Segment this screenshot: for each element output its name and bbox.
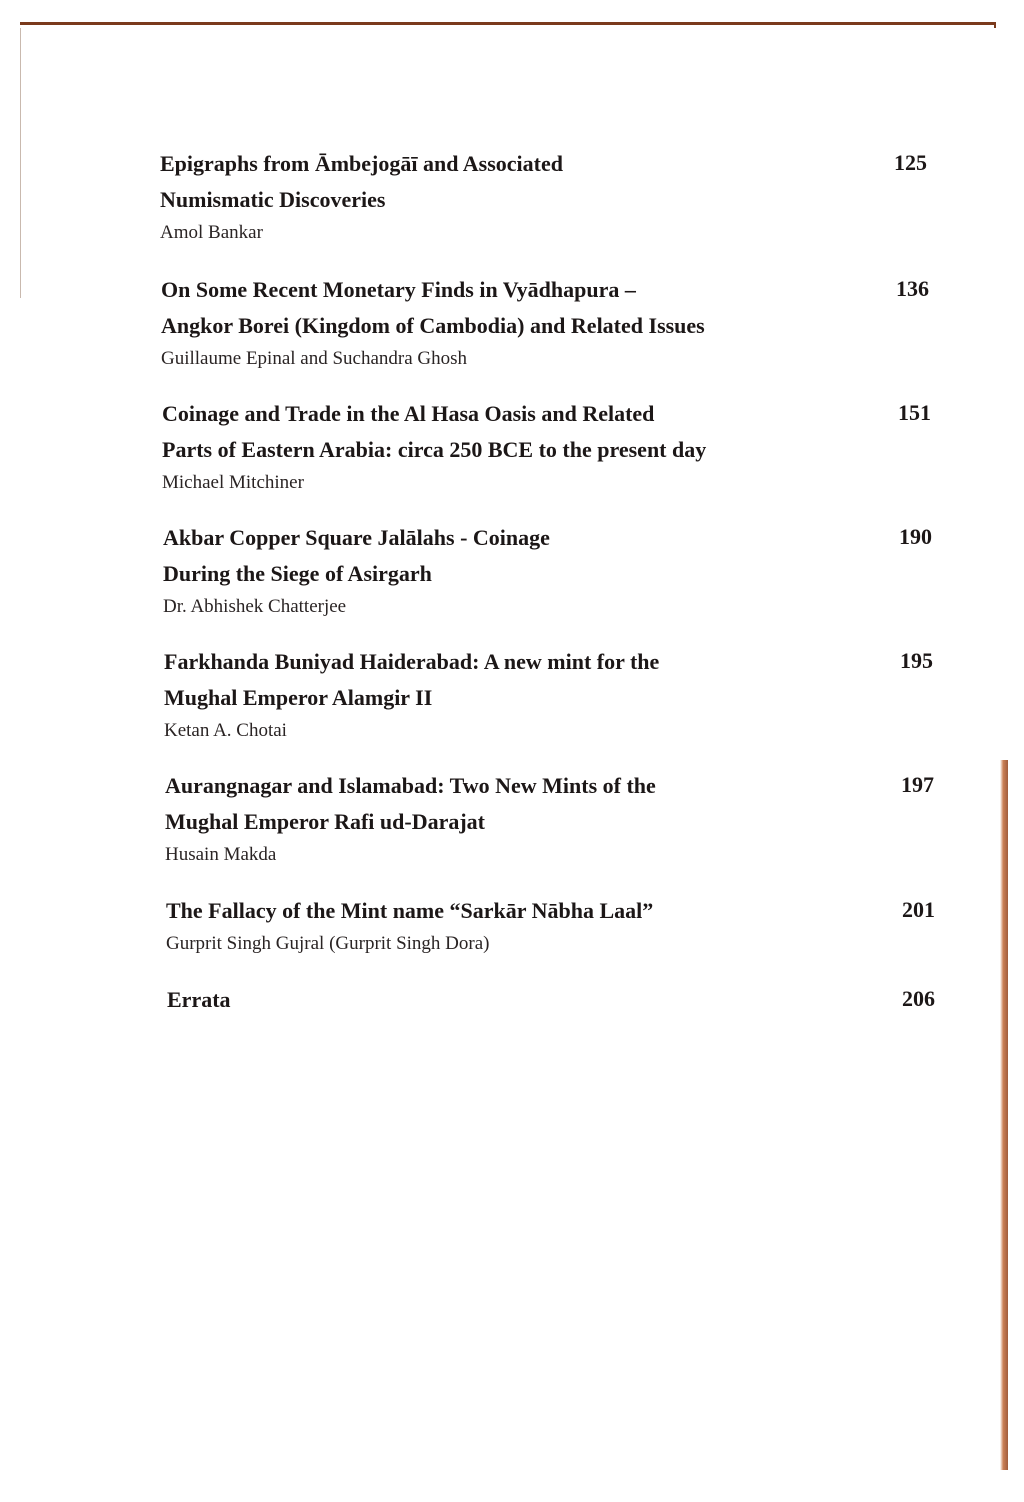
entry-title-line: Coinage and Trade in the Al Hasa Oasis and Related (162, 401, 655, 426)
entry-page-number: 201 (902, 897, 935, 922)
entry-title-line: On Some Recent Monetary Finds in Vyādhapura – (161, 277, 636, 302)
toc-entry[interactable] (165, 768, 955, 870)
entry-author: Michael Mitchiner (162, 472, 304, 493)
entry-title-line: Aurangnagar and Islamabad: Two New Mints of the (165, 773, 656, 798)
entry-page-number: 190 (899, 524, 932, 549)
entry-title-line: Akbar Copper Square Jalālahs - Coinage (163, 525, 550, 550)
entry-author: Ketan A. Chotai (164, 720, 287, 741)
entry-title-line: Epigraphs from Āmbejogāī and Associated (160, 151, 563, 176)
entry-author: Dr. Abhishek Chatterjee (163, 596, 347, 617)
toc-entry[interactable] (164, 644, 954, 746)
entry-title-line: Mughal Emperor Alamgir II (164, 685, 433, 710)
entry-title-line: Numismatic Discoveries (160, 187, 386, 212)
entry-title-line: Farkhanda Buniyad Haiderabad: A new mint for the (164, 649, 660, 674)
entry-title-line: Angkor Borei (Kingdom of Cambodia) and Related Issues (161, 313, 705, 338)
entry-author: Guillaume Epinal and Suchandra Ghosh (161, 348, 468, 369)
entry-title-line: The Fallacy of the Mint name “Sarkār Nābha Laal” (166, 898, 654, 923)
entry-title-line: Parts of Eastern Arabia: circa 250 BCE to the present day (162, 437, 707, 462)
entry-page-number: 197 (901, 772, 934, 797)
entry-author: Amol Bankar (160, 222, 263, 243)
entry-author: Gurprit Singh Gujral (Gurprit Singh Dora) (166, 933, 490, 954)
entry-page-number: 195 (900, 648, 933, 673)
entry-title-line: During the Siege of Asirgarh (163, 561, 432, 586)
toc-entry[interactable] (166, 893, 956, 959)
entry-page-number: 151 (898, 400, 931, 425)
entry-author: Husain Makda (165, 844, 277, 865)
toc-entry[interactable] (162, 396, 952, 498)
toc-entry[interactable] (167, 982, 957, 1018)
toc-entry[interactable] (160, 146, 950, 248)
entry-page-number: 206 (902, 986, 935, 1011)
entry-title-line: Mughal Emperor Rafi ud-Darajat (165, 809, 486, 834)
entry-title-line: Errata (167, 987, 231, 1012)
entry-page-number: 136 (896, 276, 929, 301)
toc-entry[interactable] (161, 272, 951, 374)
entry-page-number: 125 (894, 150, 927, 175)
toc-entry[interactable] (163, 520, 953, 622)
